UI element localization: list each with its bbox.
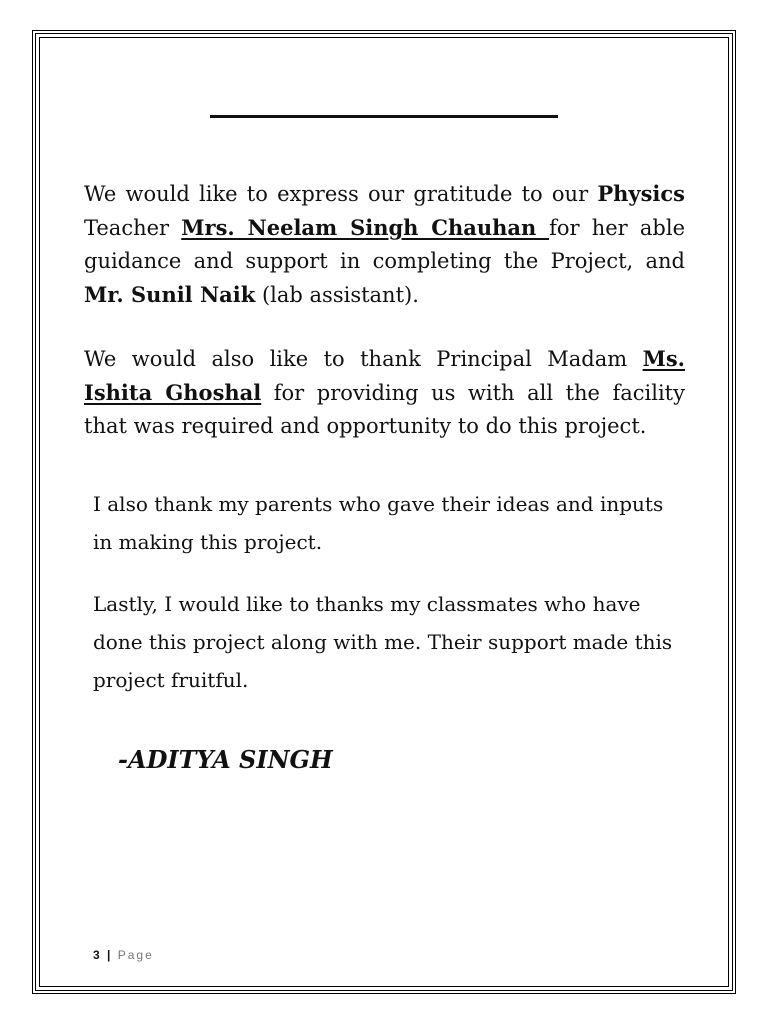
- text: We would also like to thank Principal Madam: [84, 347, 643, 371]
- page-footer: [93, 948, 154, 962]
- acknowledgement-paragraph-4: Lastly, I would like to thanks my classmates who have done this project along with me. Their support made this project fruitful.: [93, 592, 673, 692]
- text: for her able guidance and support in completing the Project, and: [84, 216, 685, 273]
- footer-separator: |: [107, 948, 111, 962]
- acknowledgement-paragraph-2: [84, 342, 685, 443]
- lab-assistant-name: Mr. Sunil Naik: [84, 282, 256, 307]
- teacher-name: Mrs. Neelam Singh Chauhan: [181, 215, 550, 240]
- text: (lab assistant).: [255, 283, 419, 307]
- principal-name: Ms. Ishita Ghoshal: [84, 346, 685, 405]
- subject-name: Physics: [597, 181, 685, 206]
- page-label: Page: [117, 948, 154, 962]
- signature: -ADITYA SINGH: [118, 745, 333, 774]
- acknowledgement-paragraph-1: [84, 177, 685, 312]
- text: for providing us with all the facility that was required and opportunity to do this project.: [84, 381, 685, 438]
- title-underline: [210, 115, 558, 118]
- acknowledgement-paragraph-3: I also thank my parents who gave their ideas and inputs in making this project.: [93, 492, 664, 554]
- text: Teacher: [84, 216, 182, 240]
- text: We would like to express our gratitude to our: [84, 182, 598, 206]
- page-number: 3: [93, 948, 100, 962]
